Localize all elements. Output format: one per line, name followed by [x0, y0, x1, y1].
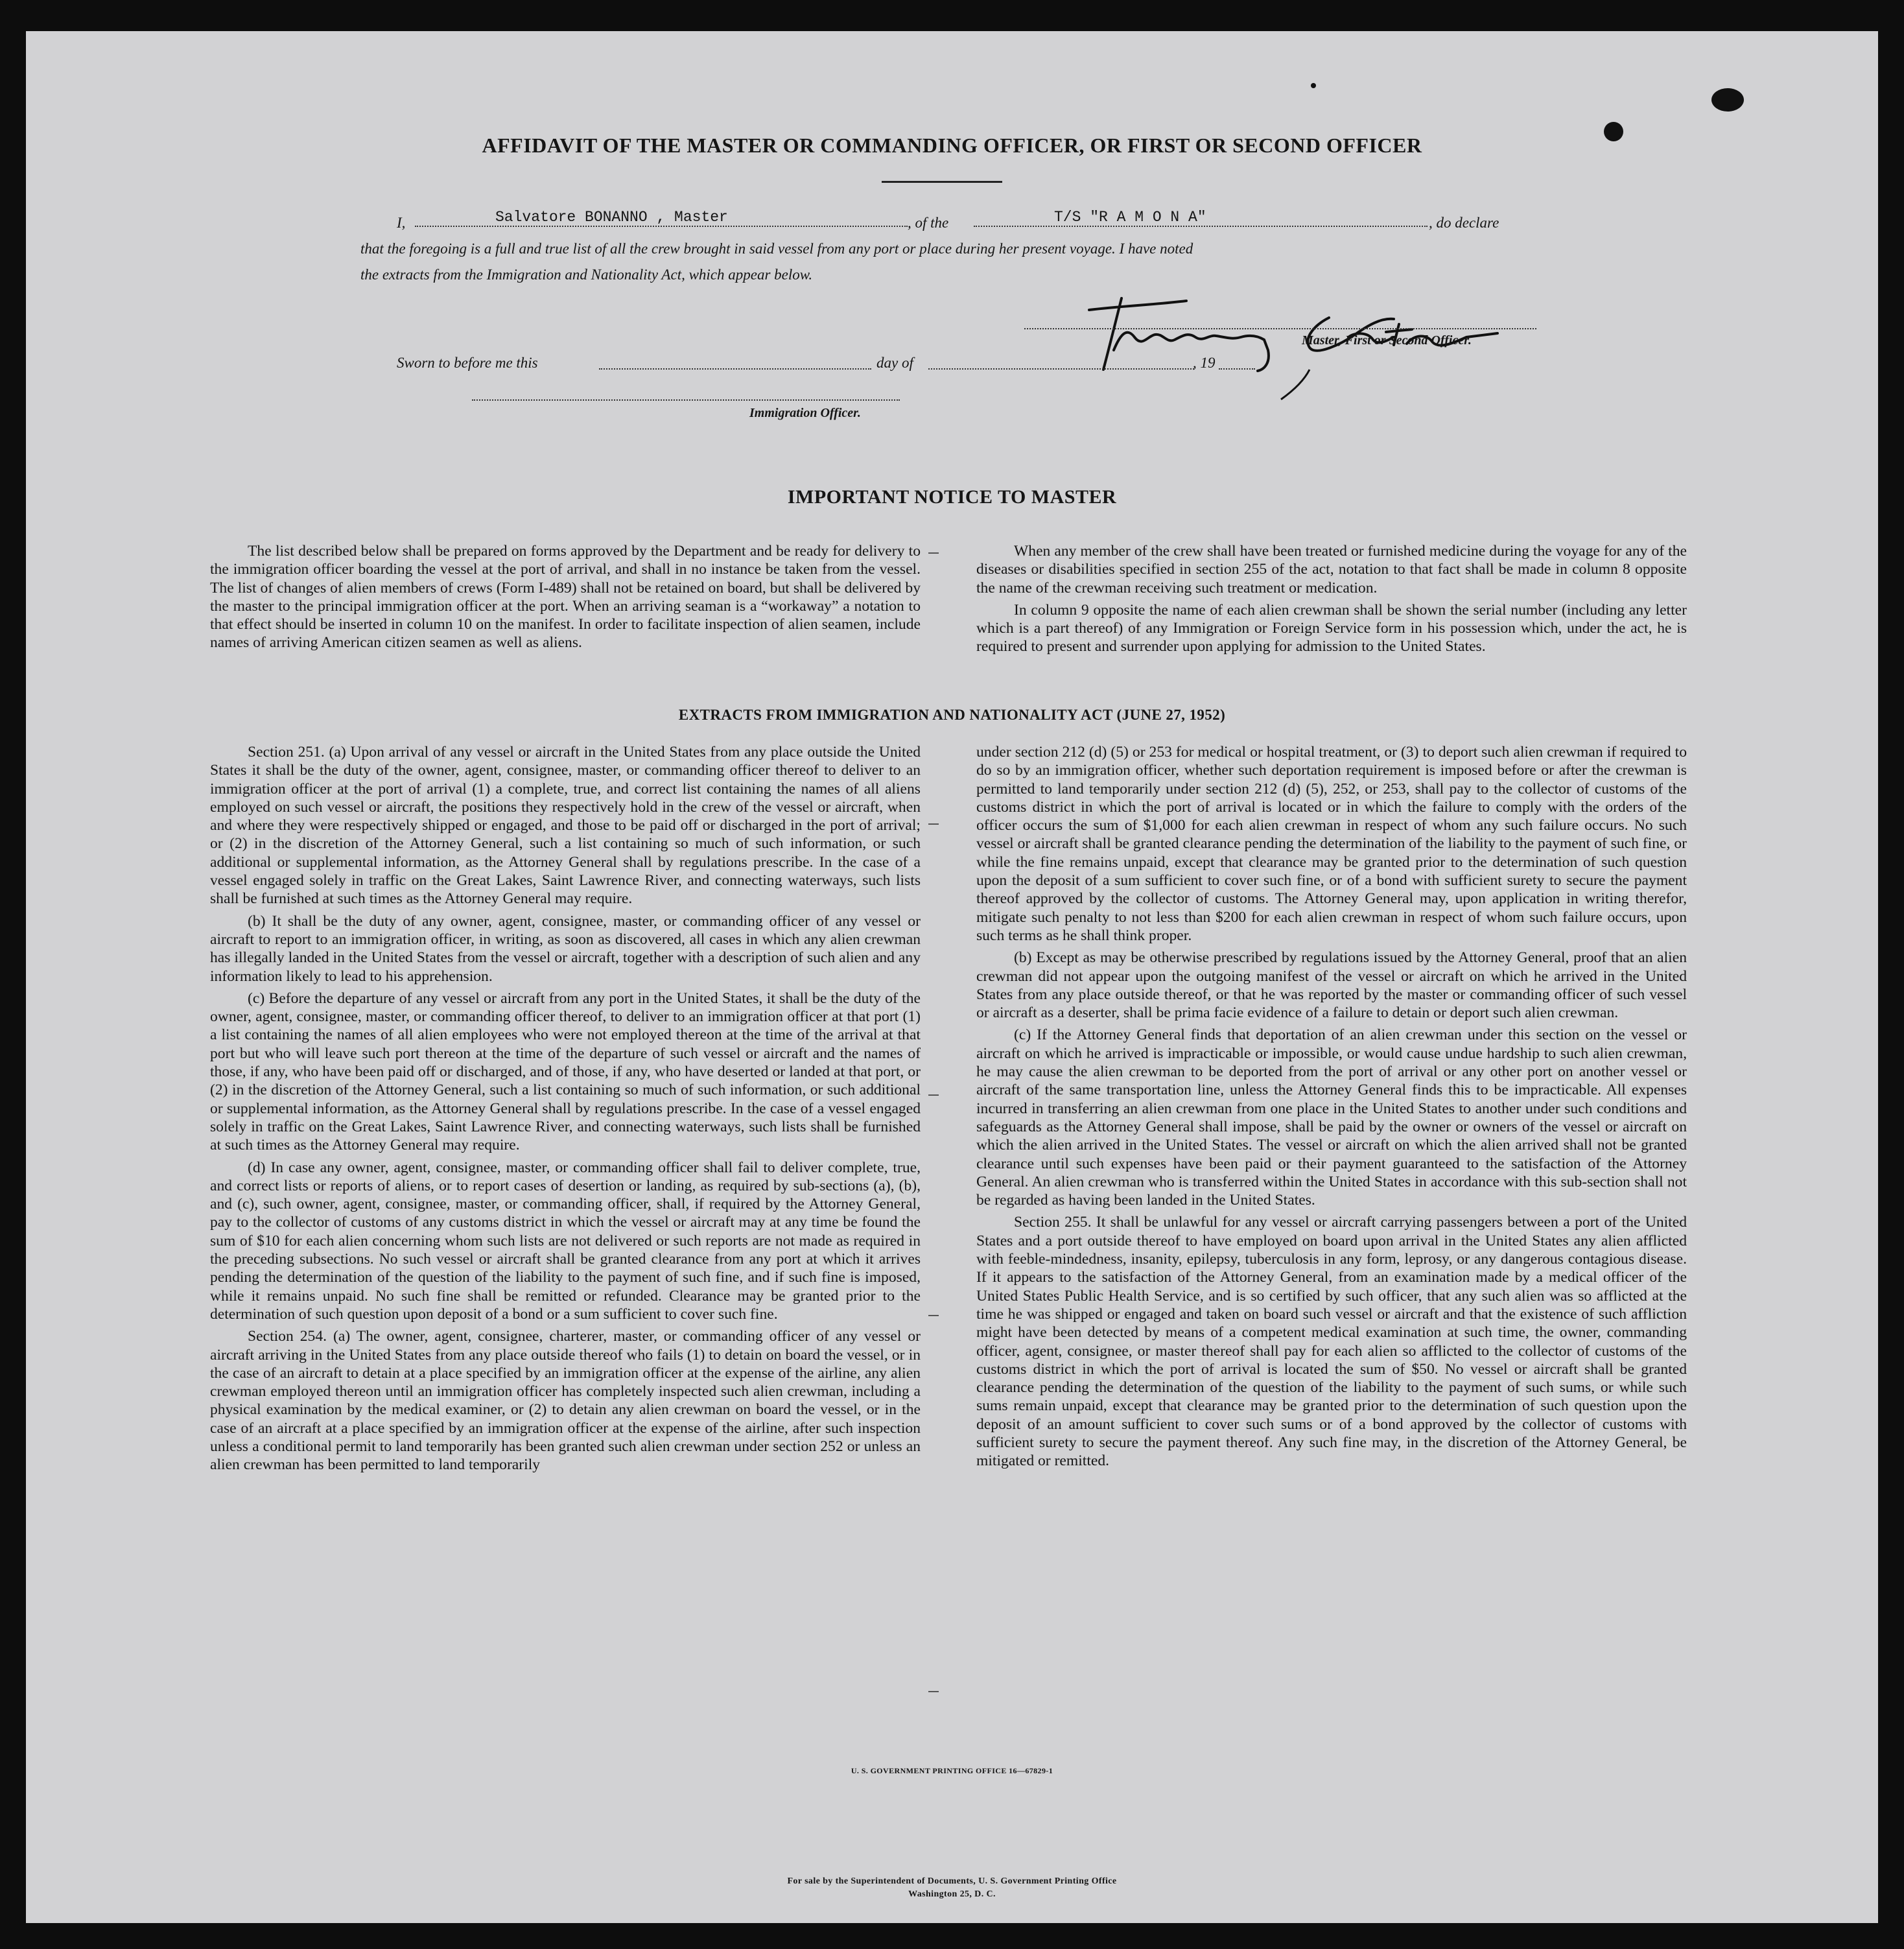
section-254-a: Section 254. (a) The owner, agent, consignee, charterer, master, or commanding officer of any vessel or aircraft arriving in the United States from any place outside thereof who fails (1) to detain on board the vessel, or in the case of an aircraft to detain at a place specified by an immigration officer at the expense of the airline, any alien crewman employed thereon until an immigration officer has completely inspected such alien crewman, including a physical examination by the medical examiner, or (2) to detain any alien crewman on board the vessel, or in the case of an aircraft at a place specified by an immigration officer at the expense of the airline, after such inspection unless a conditional permit to land temporarily has been granted such alien crewman under section 252 or unless an alien crewman has been permitted to land temporarily: [210, 1328, 921, 1474]
notice-left-paragraph: The list described below shall be prepared on forms approved by the Department and be ready for delivery to the immigration officer boarding the vessel at the port of arrival, and shall in no instance be taken from the vessel. The list of changes of alien members of crews (Form I-489) shall not be retained on board, but shall be delivered by the master to the principal immigration officer at the port. When an arriving seaman is a “workaway” a notation to that effect should be inserted in column 10 on the manifest. In order to facilitate inspection of alien seamen, include names of arriving American citizen seamen as well as aliens.: [210, 543, 921, 652]
extracts-left-column: [210, 743, 921, 1478]
declaration-line-1: that the foregoing is a full and true list of all the crew brought in said vessel from any port or place during her present voyage. I have noted: [360, 241, 1193, 257]
of-the-label: , of the: [908, 215, 949, 231]
sworn-label: Sworn to before me this: [397, 355, 538, 371]
section-254-c: (c) If the Attorney General finds that deportation of an alien crewman under this section on the vessel or aircraft on which he arrived is impracticable or impossible, or would cause undue hardship to such alien crewman, he may cause the alien crewman to be deported from the port of arrival or any other port on another vessel or aircraft of the same transportation line, unless the Attorney General finds this to be impracticable. All expenses incurred in transferring an alien crewman from one place in the United States to another under such conditions and safeguards as the Attorney General shall impose, shall be paid by the owner or owners of the vessel or aircraft on which the alien arrived in the United States. The vessel or aircraft on which the alien arrived shall not be granted clearance until such expenses have been paid or their payment guaranteed to the satisfaction of the Attorney General. An alien crewman who is transferred within the United States in accordance with this sub-section shall not be regarded as having been landed in the United States.: [976, 1026, 1687, 1209]
printing-office-line: U. S. GOVERNMENT PRINTING OFFICE 16—67829-1: [851, 1766, 1053, 1775]
master-name-line: [415, 226, 908, 227]
margin-tick: [928, 1691, 939, 1692]
section-251-c: (c) Before the departure of any vessel or aircraft from any port in the United States, it shall be the duty of the owner, agent, consignee, master, or commanding officer thereof, to deliver to an immigration officer at that port (1) a list containing the names of all alien employees who were not employed thereon at the time of the arrival at that port but who will leave such port thereon at the time of the departure of such vessel or aircraft and the names of those, if any, who have been paid off or discharged, and of those, if any, who have deserted or landed at that port, or (2) in the discretion of the Attorney General, such a list containing so much of such information, or such additional or supplemental information, as the Attorney General shall by regulations prescribe. In the case of a vessel engaged solely in traffic on the Great Lakes, Saint Lawrence River, and connecting waterways, such lists shall be furnished at such times as the Attorney General may require.: [210, 989, 921, 1154]
affidavit-title: AFFIDAVIT OF THE MASTER OR COMMANDING OFFICER, OR FIRST OR SECOND OFFICER: [482, 134, 1422, 157]
ink-speck: [1311, 83, 1316, 88]
day-of-label: day of: [876, 355, 913, 371]
section-251-b: (b) It shall be the duty of any owner, agent, consignee, master, or commanding officer of any vessel or aircraft to report to an immigration officer, in writing, as soon as discovered, all cases in which any alien crewman has illegally landed in the United States from the vessel or aircraft, together with a description of such alien and any information likely to lead to his apprehension.: [210, 912, 921, 985]
extracts-title: EXTRACTS FROM IMMIGRATION AND NATIONALITY ACT (JUNE 27, 1952): [678, 707, 1226, 723]
sworn-year-line: [1219, 368, 1255, 370]
margin-tick: [928, 552, 939, 554]
notice-right-paragraph: In column 9 opposite the name of each alien crewman shall be shown the serial number (including any letter which is a part thereof) of any Immigration or Foreign Service form in his possession which, under the act, he is required to present and surrender upon applying for admission to the United States.: [976, 601, 1687, 656]
notice-left-column: [210, 542, 921, 656]
notice-title: IMPORTANT NOTICE TO MASTER: [787, 486, 1117, 508]
declaration-line-2: the extracts from the Immigration and Nationality Act, which appear below.: [360, 266, 813, 283]
sale-line-2: Washington 25, D. C.: [908, 1889, 996, 1899]
margin-tick: [928, 1315, 939, 1316]
officer-caption: Immigration Officer.: [749, 406, 861, 420]
officer-signature-line: [472, 399, 900, 401]
title-rule: [882, 181, 1002, 183]
section-251-a: Section 251. (a) Upon arrival of any vessel or aircraft in the United States from any place outside the United States it shall be the duty of the owner, agent, consignee, master, or commanding officer thereof to deliver to an immigration officer at the port of arrival (1) a complete, true, and correct list containing the names of all aliens employed on such vessel or aircraft, the positions they respectively hold in the crew of the vessel or aircraft, when and where they were respectively shipped or engaged, and those to be paid off or discharged in the port of arrival; or (2) in the discretion of the Attorney General, such a list containing so much of such information, or such additional or supplemental information, as the Attorney General shall by regulations prescribe. In the case of a vessel engaged solely in traffic on the Great Lakes, Saint Lawrence River, and connecting waterways, such lists shall be furnished at such times as the Attorney General may require.: [210, 744, 921, 908]
sworn-month-line: [928, 368, 1194, 370]
do-declare-label: , do declare: [1429, 215, 1499, 231]
vessel-line: [974, 226, 1428, 227]
margin-tick: [928, 823, 939, 825]
document-sheet: [26, 31, 1878, 1923]
margin-tick: [928, 1094, 939, 1096]
sworn-day-line: [599, 368, 871, 370]
sale-line-1: For sale by the Superintendent of Documents, U. S. Government Printing Office: [787, 1876, 1117, 1886]
notice-right-paragraph: When any member of the crew shall have been treated or furnished medicine during the voyage for any of the diseases or disabilities specified in section 255 of the act, notation to that fact shall be made in column 8 opposite the name of the crewman receiving such treatment or medication.: [976, 543, 1687, 597]
section-255: Section 255. It shall be unlawful for any vessel or aircraft carrying passengers between a port of the United States and a port outside thereof to have employed on board upon arrival in the United States any alien afflicted with feeble-mindedness, insanity, epilepsy, tuberculosis in any form, leprosy, or any dangerous contagious disease. If it appears to the satisfaction of the Attorney General, from an examination made by a medical officer of the United States Public Health Service, and is so certified by such officer, that any such alien was so afflicted at the time he was shipped or engaged and taken on board such vessel or aircraft and that the existence of such affliction might have been detected by means of a competent medical examination at such time, the owner, commanding officer, agent, consignee, or master thereof shall pay for each alien so afflicted to the collector of customs of the customs district in which the port of arrival is located the sum of $50. No vessel or aircraft shall be granted clearance pending the determination of the question of the liability to the payment of such sums, or while such sums remain unpaid, except that clearance may be granted prior to the determination of such question upon the deposit of an amount sufficient to cover such sums or of a bond approved by the collector of customs with sufficient surety to secure the payment thereof. Any such fine may, in the discretion of the Attorney General, be mitigated or remitted.: [976, 1214, 1687, 1470]
signature-line: [1024, 328, 1536, 329]
vessel-name-field: T/S "R A M O N A": [1054, 209, 1206, 226]
i-label: I,: [397, 215, 406, 231]
section-251-d: (d) In case any owner, agent, consignee, master, or commanding officer shall fail to deliver complete, true, and correct lists or reports of aliens, or to report cases of desertion or landing, as required by sub-sections (a), (b), and (c), such owner, agent, consignee, master, or commanding officer, shall, if required by the Attorney General, pay to the collector of customs of any customs district in which the vessel or aircraft may at any time be found the sum of $10 for each alien concerning whom such lists are not delivered or such reports are not made as required in the preceding subsections. No such vessel or aircraft shall be granted clearance from any port at which it arrives pending the determination of the question of the liability to the payment of such fine, and if such fine is imposed, while it remains unpaid. No such fine shall be remitted or refunded. Clearance may be granted prior to the determination of such question upon deposit of a bond or a sum sufficient to cover such fine.: [210, 1159, 921, 1323]
signature-caption: Master, First or Second Officer.: [1302, 333, 1472, 348]
notice-right-column: [976, 542, 1687, 660]
extracts-right-column: [976, 743, 1687, 1474]
section-254-a-continued: under section 212 (d) (5) or 253 for medical or hospital treatment, or (3) to deport such alien crewman if required to do so by an immigration officer, whether such deportation requirement is imposed before or after the crewman is permitted to land temporarily under section 212 (d) (5), 252, or 253, shall pay to the collector of customs of the customs district in which the port of arrival is located or in which the failure to comply with the orders of the officer occurs the sum of $1,000 for each alien crewman in respect of whom any such failure occurs. No such vessel or aircraft shall be granted clearance pending the determination of the liability to the payment of such fine, or while the fine remains unpaid, except that clearance may be granted prior to the determination of such question upon the deposit of a sum sufficient to cover such fine, or of a bond with sufficient surety to secure the payment thereof approved by the collector of customs. The Attorney General may, upon application in writing therefor, mitigate such penalty to not less than $200 for each alien crewman in respect of whom such failure occurs, upon such terms as he shall think proper.: [976, 744, 1687, 944]
ink-blot: [1711, 88, 1744, 112]
master-name-field: Salvatore BONANNO , Master: [495, 209, 728, 226]
year-label: , 19: [1193, 355, 1216, 371]
section-254-b: (b) Except as may be otherwise prescribed by regulations issued by the Attorney General, proof that an alien crewman did not appear upon the outgoing manifest of the vessel or aircraft on which he arrived in the United States from any place outside thereof, or that he was reported by the master or commanding officer of such vessel or aircraft as a deserter, shall be prima facie evidence of a failure to detain or deport such alien crewman.: [976, 949, 1687, 1022]
